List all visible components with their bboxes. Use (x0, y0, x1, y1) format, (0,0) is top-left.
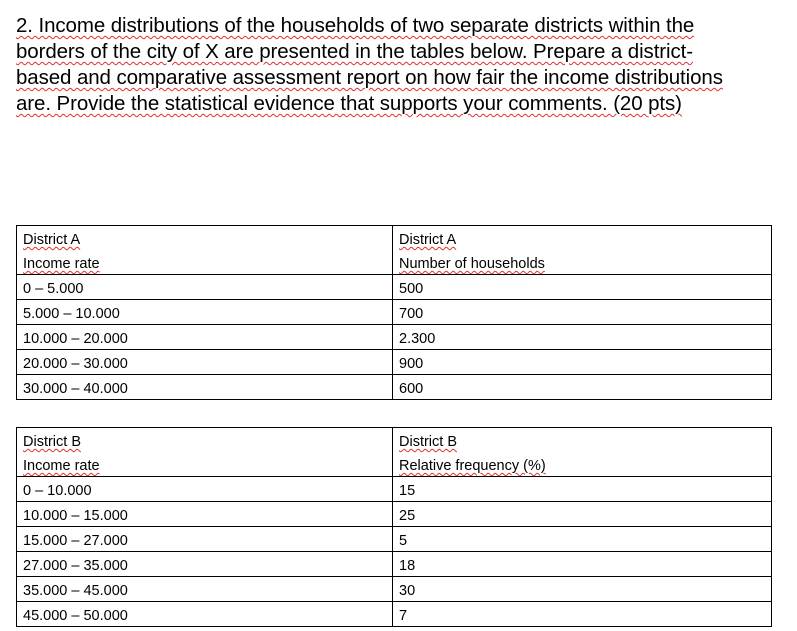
value-cell: 15 (393, 477, 772, 502)
table-row (17, 300, 772, 325)
question-line-4: are. Provide the statistical evidence that supports your comments. (20 pts) (16, 92, 682, 115)
income-range-cell: 5.000 – 10.000 (17, 300, 393, 325)
question-line-3: based and comparative assessment report on how fair the income distributions (16, 66, 723, 89)
value-cell: 500 (393, 275, 772, 300)
income-range-cell: 30.000 – 40.000 (17, 375, 393, 400)
value-cell: 30 (393, 577, 772, 602)
income-range-cell: 10.000 – 15.000 (17, 502, 393, 527)
district-b-header-right: District B (399, 434, 457, 450)
income-range-cell: 20.000 – 30.000 (17, 350, 393, 375)
value-cell: 25 (393, 502, 772, 527)
table-subheader-row (17, 452, 772, 477)
district-a-income-rate-label: Income rate (23, 256, 100, 272)
district-a-households-label: Number of households (399, 256, 545, 272)
table-row (17, 477, 772, 502)
value-cell: 900 (393, 350, 772, 375)
district-b-frequency-label: Relative frequency (%) (399, 458, 546, 474)
income-range-cell: 45.000 – 50.000 (17, 602, 393, 627)
table-header-row (17, 428, 772, 453)
income-range-cell: 27.000 – 35.000 (17, 552, 393, 577)
table-subheader-row (17, 250, 772, 275)
question-line-2: borders of the city of X are presented in the tables below. Prepare a district- (16, 40, 693, 63)
district-a-table (16, 225, 772, 400)
table-row (17, 552, 772, 577)
table-row (17, 502, 772, 527)
income-range-cell: 0 – 5.000 (17, 275, 393, 300)
district-b-table (16, 427, 772, 627)
income-range-cell: 10.000 – 20.000 (17, 325, 393, 350)
value-cell: 700 (393, 300, 772, 325)
value-cell: 2.300 (393, 325, 772, 350)
income-range-cell: 0 – 10.000 (17, 477, 393, 502)
table-row (17, 350, 772, 375)
district-b-header-left: District B (23, 434, 81, 450)
table-header-row (17, 226, 772, 251)
district-a-header-right: District A (399, 232, 457, 248)
table-row (17, 375, 772, 400)
value-cell: 5 (393, 527, 772, 552)
income-range-cell: 35.000 – 45.000 (17, 577, 393, 602)
table-row (17, 325, 772, 350)
value-cell: 7 (393, 602, 772, 627)
value-cell: 600 (393, 375, 772, 400)
district-a-header-left: District A (23, 232, 81, 248)
question-line-1: 2. Income distributions of the households of two separate districts within the (16, 14, 695, 37)
table-row (17, 602, 772, 627)
table-row (17, 577, 772, 602)
question-text (16, 13, 786, 117)
table-row (17, 275, 772, 300)
district-b-income-rate-label: Income rate (23, 458, 100, 474)
table-row (17, 527, 772, 552)
value-cell: 18 (393, 552, 772, 577)
income-range-cell: 15.000 – 27.000 (17, 527, 393, 552)
